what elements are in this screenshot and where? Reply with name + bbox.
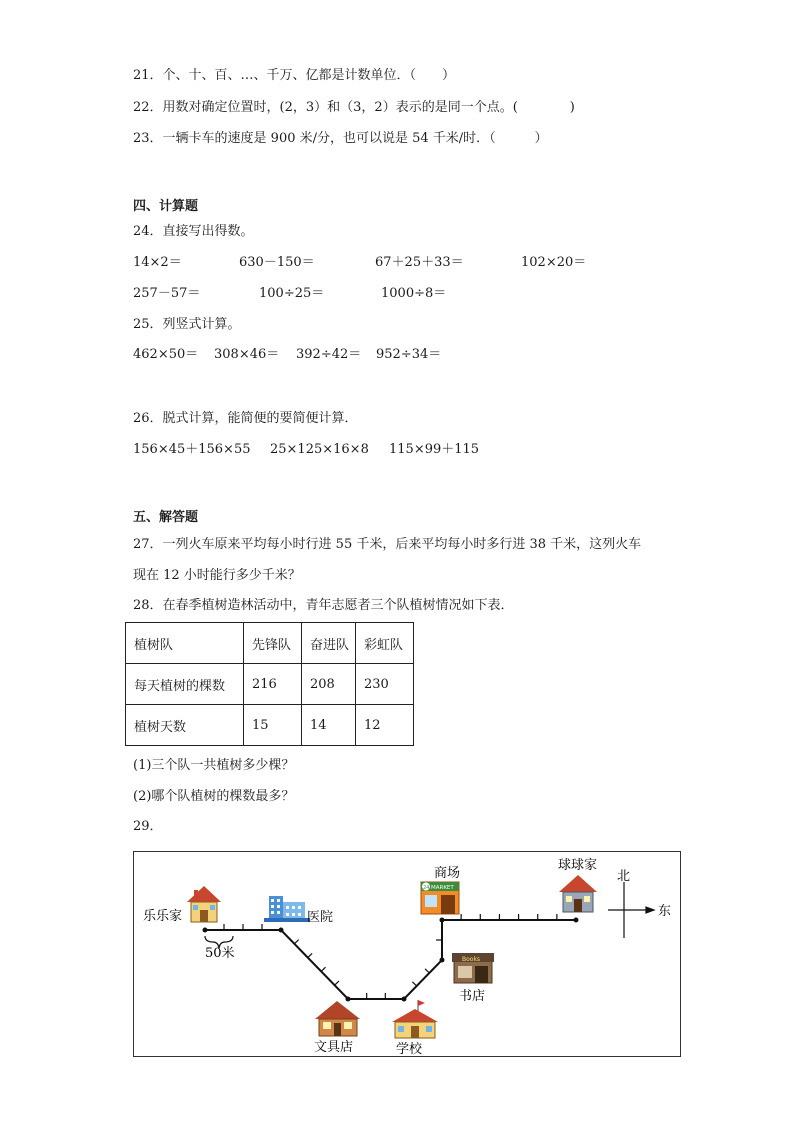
dot-mall xyxy=(440,918,445,923)
route-map xyxy=(133,851,681,1057)
bookstore-icon xyxy=(452,953,494,983)
route-map-drawing xyxy=(134,852,680,1056)
route-tick xyxy=(425,969,429,973)
route-tick xyxy=(294,940,298,944)
question-21: 21．个、十、百、…、千万、亿都是计数单位．（ ） xyxy=(133,68,456,83)
hospital-icon xyxy=(264,896,310,922)
market-number: 24 xyxy=(423,885,430,891)
question-23: 23．一辆卡车的速度是 900 米/分，也可以说是 54 千米/时．（ ） xyxy=(133,131,548,146)
label-bookstore: 书店 xyxy=(459,989,486,1004)
table-header-cell: 彩虹队 xyxy=(356,623,414,664)
calc-item: 14×2＝ xyxy=(133,255,182,270)
compass-east: 东 xyxy=(658,904,672,919)
question-25: 25．列竖式计算。 xyxy=(133,317,241,332)
market-sign: MARKET xyxy=(431,885,454,891)
section-5-title: 五、解答题 xyxy=(133,510,199,525)
table-cell: 216 xyxy=(244,664,302,705)
books-sign: Books xyxy=(462,956,481,963)
table-header-cell: 先锋队 xyxy=(244,623,302,664)
step-calc-item: 115×99＋115 xyxy=(389,442,480,457)
table-header-row xyxy=(126,623,414,664)
dot-hospital xyxy=(279,928,284,933)
route-tick xyxy=(308,953,312,957)
question-28-sub-2: (2)哪个队植树的棵数最多？ xyxy=(133,789,295,804)
tree-planting-table xyxy=(125,622,414,746)
school-icon xyxy=(392,1000,438,1038)
vertical-calc-item: 392÷42＝ xyxy=(296,347,362,362)
step-calc-item: 25×125×16×8 xyxy=(270,442,369,457)
house-icon xyxy=(559,875,597,912)
stationery-store-icon xyxy=(315,1001,360,1036)
compass xyxy=(608,882,654,938)
dot-school xyxy=(402,997,407,1002)
table-cell: 230 xyxy=(356,664,414,705)
calc-item: 100÷25＝ xyxy=(259,286,325,301)
step-calc-item: 156×45＋156×55 xyxy=(133,442,251,457)
route-tick xyxy=(412,982,416,986)
house-icon xyxy=(187,886,221,922)
question-26: 26．脱式计算，能简便的要简便计算． xyxy=(133,411,358,426)
calc-item: 67＋25＋33＝ xyxy=(375,255,464,270)
question-22: 22．用数对确定位置时，(2，3）和（3，2）表示的是同一个点。( ) xyxy=(133,100,575,115)
label-mall: 商场 xyxy=(434,866,461,881)
table-row xyxy=(126,705,414,746)
vertical-calc-item: 952÷34＝ xyxy=(376,347,442,362)
question-27-line-1: 27．一列火车原来平均每小时行进 55 千米，后来平均每小时多行进 38 千米，这列火车 xyxy=(133,537,642,552)
vertical-calc-item: 308×46＝ xyxy=(214,347,280,362)
table-header-cell: 植树队 xyxy=(126,623,244,664)
dot-bookstore xyxy=(440,958,445,963)
question-28-sub-1: (1)三个队一共植树多少棵？ xyxy=(133,758,295,773)
label-hospital: 医院 xyxy=(307,910,334,925)
question-28: 28．在春季植树造林活动中，青年志愿者三个队植树情况如下表． xyxy=(133,598,514,613)
table-cell: 14 xyxy=(302,705,356,746)
question-24: 24．直接写出得数。 xyxy=(133,224,254,239)
route-tick xyxy=(321,967,325,971)
dot-lele xyxy=(203,928,208,933)
calc-item: 630－150＝ xyxy=(239,255,315,270)
table-cell: 208 xyxy=(302,664,356,705)
dot-stationery xyxy=(346,997,351,1002)
table-cell: 12 xyxy=(356,705,414,746)
route-ticks xyxy=(224,914,557,999)
question-29: 29． xyxy=(133,819,163,834)
vertical-calc-item: 462×50＝ xyxy=(133,347,199,362)
calc-item: 257－57＝ xyxy=(133,286,201,301)
table-row xyxy=(126,664,414,705)
table-cell: 15 xyxy=(244,705,302,746)
question-27-line-2: 现在 12 小时能行多少千米？ xyxy=(133,568,301,583)
table-cell: 每天植树的棵数 xyxy=(126,664,244,705)
section-4-title: 四、计算题 xyxy=(133,199,199,214)
calc-item: 1000÷8＝ xyxy=(381,286,447,301)
route-tick xyxy=(335,981,339,985)
compass-north: 北 xyxy=(617,869,631,884)
label-school: 学校 xyxy=(396,1042,423,1056)
table-cell: 植树天数 xyxy=(126,705,244,746)
shop-icon xyxy=(421,882,459,914)
scale-label: 50米 xyxy=(205,946,235,961)
dot-qiuqiu xyxy=(574,918,579,923)
label-qiuqiu: 球球家 xyxy=(558,858,598,873)
calc-item: 102×20＝ xyxy=(521,255,587,270)
label-lele: 乐乐家 xyxy=(143,909,183,924)
route-line xyxy=(205,920,576,999)
table-header-cell: 奋进队 xyxy=(302,623,356,664)
label-stationery: 文具店 xyxy=(314,1040,354,1055)
